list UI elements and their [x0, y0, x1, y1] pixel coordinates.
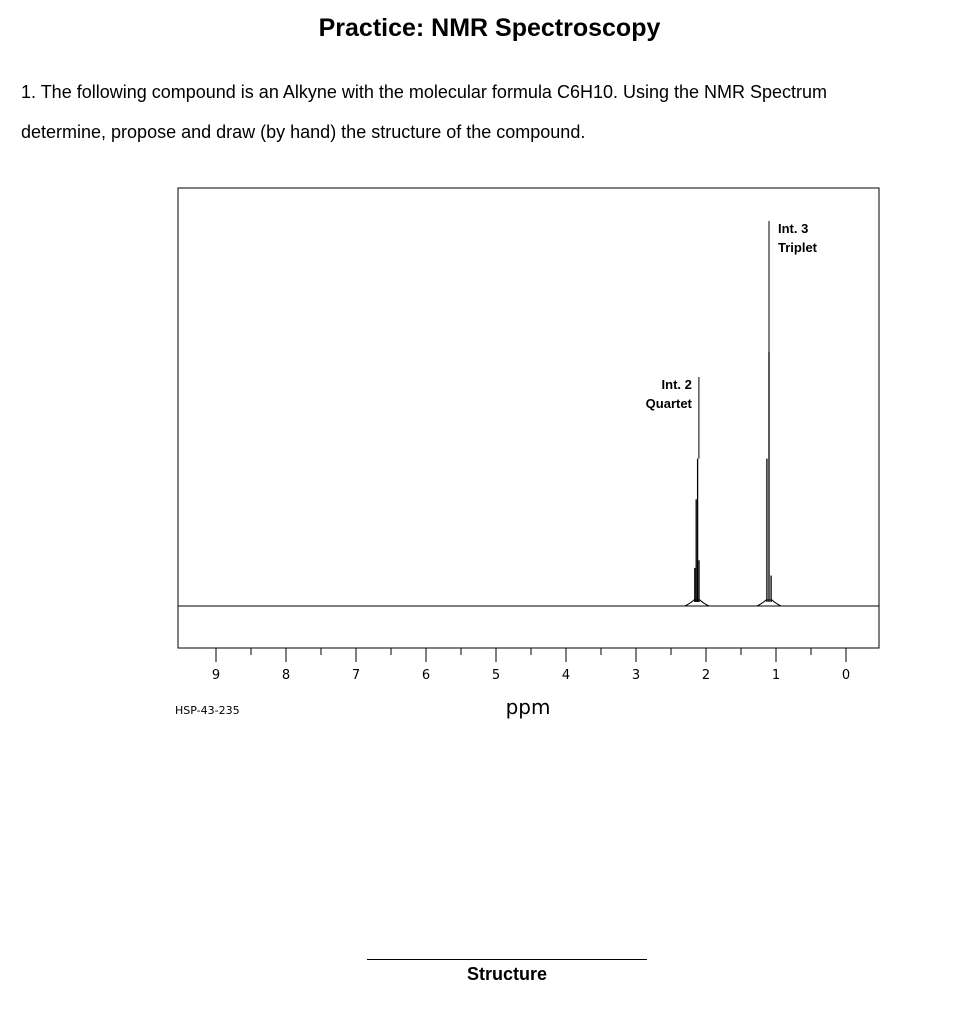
plot-frame [178, 188, 879, 648]
structure-answer-line [367, 959, 647, 960]
x-axis-tick-labels [212, 668, 850, 683]
question-line-1: 1. The following compound is an Alkyne with the molecular formula C6H10. Using the NMR Spectrum [21, 82, 828, 102]
peak-annotation-integration: Int. 3 [778, 221, 809, 236]
tick-label: 8 [281, 668, 291, 683]
tick-label: 6 [421, 668, 431, 683]
tick-label: 4 [561, 668, 571, 683]
tick-label: 1 [771, 668, 781, 683]
peak-base-quartet [685, 600, 709, 606]
peak-annotation-multiplicity: Triplet [778, 240, 818, 255]
tick-label: 5 [491, 668, 501, 683]
tick-label: 9 [211, 668, 221, 683]
x-axis-label: ppm [505, 695, 551, 719]
tick-label: 7 [351, 668, 361, 683]
page-title: Practice: NMR Spectroscopy [318, 14, 661, 42]
peak-annotations [646, 221, 818, 459]
tick-label: 2 [701, 668, 711, 683]
question-line-2: determine, propose and draw (by hand) the structure of the compound. [21, 122, 586, 142]
structure-label: Structure [466, 964, 547, 984]
tick-label: 0 [841, 668, 851, 683]
sample-id-label: HSP-43-235 [175, 704, 240, 717]
tick-label: 3 [631, 668, 641, 683]
peak-annotation-integration: Int. 2 [661, 377, 692, 392]
x-axis-ticks [216, 648, 846, 662]
peak-annotation-multiplicity: Quartet [645, 396, 692, 411]
